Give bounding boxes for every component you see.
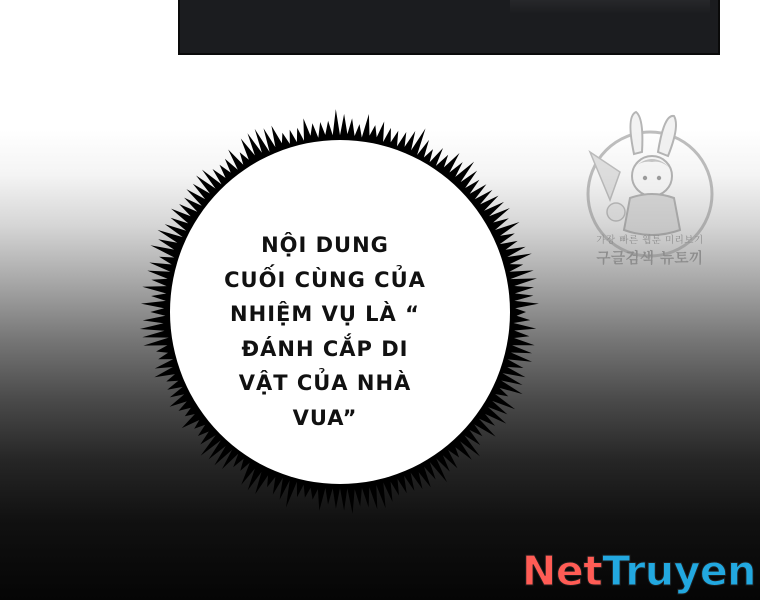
watermark-search-hint: 구글검색 뉴토끼 <box>596 251 704 267</box>
watermark-text <box>570 232 730 268</box>
nettruyen-logo <box>522 548 756 594</box>
logo-truyen: Truyen <box>602 547 756 595</box>
dialogue-line: VẬT CỦA NHÀ <box>238 371 412 395</box>
logo-net: Net <box>522 547 603 595</box>
dialogue-line: NHIỆM VỤ LÀ “ <box>230 302 420 326</box>
dialogue-line: VUA” <box>292 405 358 430</box>
dialogue-line: NỘI DUNG <box>261 233 389 257</box>
dialogue-line: ĐÁNH CẮP DI <box>241 336 409 361</box>
dialogue-line: CUỐI CÙNG CỦA <box>224 267 426 292</box>
watermark-tagline: 가장 빠른 웹툰 미리보기 <box>596 235 704 246</box>
bubble-dialogue <box>195 228 455 435</box>
